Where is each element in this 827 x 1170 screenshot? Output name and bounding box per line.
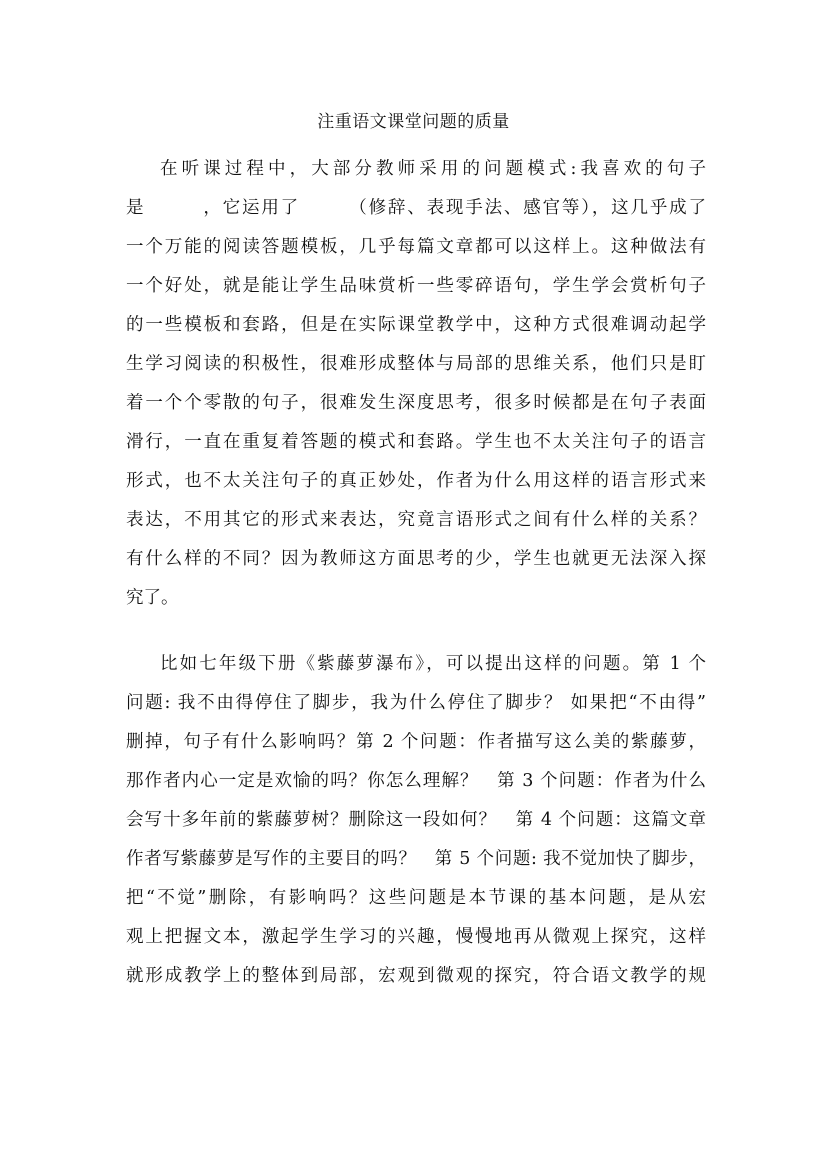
paragraph-1-line-7: 着一个个零散的句子，很难发生深度思考，很多时候都是在句子表面 — [126, 393, 706, 413]
paragraph-2-line-8: 观上把握文本，激起学生学习的兴趣，慢慢地再从微观上探究，这样 — [126, 927, 706, 947]
paragraph-2-line-4: 那作者内心一定是欢愉的吗？你怎么理解？ 第 3 个问题：作者为什么 — [126, 771, 706, 791]
paragraph-1-line-11: 有什么样的不同？因为教师这方面思考的少，学生也就更无法深入探 — [126, 549, 706, 569]
paragraph-1-line-4: 一个好处，就是能让学生品味赏析一些零碎语句，学生学会赏析句子 — [126, 276, 706, 296]
paragraph-2-line-6: 作者写紫藤萝是写作的主要目的吗？ 第 5 个问题: 我不觉加快了脚步， — [126, 849, 706, 869]
paragraph-2-line-5: 会写十多年前的紫藤萝树？删除这一段如何？ 第 4 个问题：这篇文章 — [126, 810, 706, 830]
paragraph-1-line-5: 的一些模板和套路，但是在实际课堂教学中，这种方式很难调动起学 — [126, 315, 706, 335]
paragraph-1-line-1: 在听课过程中，大部分教师采用的问题模式:我喜欢的句子 — [160, 159, 706, 179]
paragraph-2-line-2: 问题: 我不由得停住了脚步，我为什么停住了脚步？ 如果把“不由得” — [126, 693, 706, 713]
paragraph-1-line-6: 生学习阅读的积极性，很难形成整体与局部的思维关系，他们只是盯 — [126, 354, 706, 374]
paragraph-2-line-1: 比如七年级下册《紫藤萝瀑布》，可以提出这样的问题。第 1 个 — [160, 654, 706, 674]
document-title: 注重语文课堂问题的质量 — [317, 112, 510, 132]
paragraph-1-line-9: 形式，也不太关注句子的真正妙处，作者为什么用这样的语言形式来 — [126, 471, 706, 491]
paragraph-2-line-9: 就形成教学上的整体到局部，宏观到微观的探究，符合语文教学的规 — [126, 966, 706, 986]
paragraph-1-line-12: 究了。 — [126, 588, 179, 608]
paragraph-1-line-10: 表达，不用其它的形式来表达，究竟言语形式之间有什么样的关系？ — [126, 510, 706, 530]
paragraph-1-line-3: 一个万能的阅读答题模板，几乎每篇文章都可以这样上。这种做法有 — [126, 237, 706, 257]
paragraph-1-line-8: 滑行，一直在重复着答题的模式和套路。学生也不太关注句子的语言 — [126, 432, 706, 452]
paragraph-2-line-7: 把“不觉”删除，有影响吗？这些问题是本节课的基本问题，是从宏 — [126, 888, 706, 908]
paragraph-2-line-3: 删掉，句子有什么影响吗？第 2 个问题：作者描写这么美的紫藤萝， — [126, 732, 706, 752]
paragraph-1-line-2: 是 ，它运用了 （修辞、表现手法、感官等），这几乎成了 — [126, 198, 706, 218]
